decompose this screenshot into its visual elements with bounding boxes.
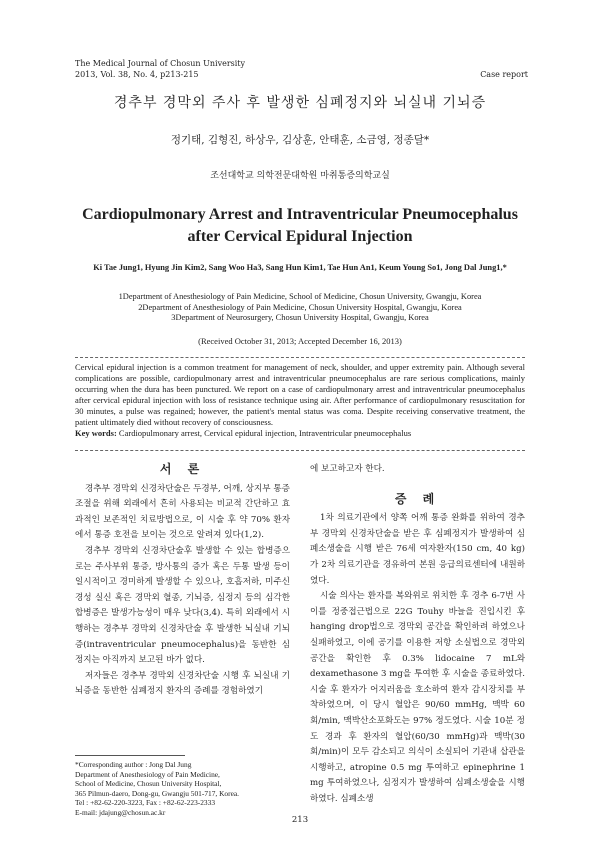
affiliation-2: 2Department of Anesthesiology of Pain Medicine, Chosun University Hospital, Gwangju, Korea (138, 302, 462, 312)
article-type: Case report (480, 70, 528, 79)
keywords-label: Key words: (75, 428, 117, 438)
affiliation-1: 1Department of Anesthesiology of Pain Medicine, School of Medicine, Chosun University, Gwangju, Korea (118, 292, 482, 301)
english-authors: Ki Tae Jung1, Hyung Jin Kim2, Sang Woo Ha3, Sang Hun Kim1, Tae Hun An1, Keum Young So1, Jong Dal Jung1,* (93, 263, 507, 272)
case-paragraph-2: 시술 의사는 환자를 복와위로 위치한 후 경추 6-7번 사이를 정중접근법으로 22G Touhy 바늘을 진입시킨 후 hanging drop법으로 경막외 공간을 확인하려 하였으나 실패하였고, 이에 공기를 이용한 저항 소실법으로 경막외 공간을 확인한 후 0.3% lidocaine 7 mL와 dexamethasone 3 mg을 투여한 후 시술을 종료하였다. 시술 후 환자가 어지러움을 호소하여 환자 감시장치를 부착하였으며, 이 당시 혈압은 90/60 mmHg, 맥박 60회/min, 맥박산소포화도는 97% 정도였다. 시술 10분 정도 경과 후 환자의 혈압(60/30 mmHg)과 맥박(30회/min)이 모두 감소되고 의식이 소실되어 기관내 삽관을 시행하고, atropine 0.5 mg 투여하고 epinephrine 1 mg 투여하였으나, 심정지가 발생하여 심폐소생술을 시행하였다. 심폐소생 (310, 591, 525, 804)
footnote-line: *Corresponding author : Jong Dal Jung (75, 760, 192, 769)
footnote-line: School of Medicine, Chosun University Hospital, (75, 779, 222, 788)
abstract-text: Cervical epidural injection is a common treatment for management of neck, shoulder, and upper extremity pain. Although several complications are possible, cardiopulmonary arrest and intraventricular pneumocephalus are rare serious complications, mainly occurring when the dura has been punctured. We report on a case of cardiopulmonary arrest and intraventricular pneumocephalus after cervical epidural injection with loss of resistance technique using air. After performance of cardiopulmonary resuscitation for 30 minutes, a pulse was regained; however, the patient's mental status was coma. Despite receiving conservative treatment, the patient ultimately died without recovery of consciousness. (75, 362, 525, 427)
korean-authors: 정기태, 김형진, 하상우, 김상훈, 안태훈, 소금영, 정종달* (170, 134, 430, 146)
english-title-line1: Cardiopulmonary Arrest and Intraventricular Pneumocephalus (82, 206, 518, 223)
page-number: 213 (291, 815, 309, 825)
abstract (75, 362, 525, 439)
intro-paragraph-3: 저자들은 경추부 경막외 신경차단술 시행 후 뇌실내 기뇌증을 동반한 심폐정지 환자의 증례를 경험하였기 (75, 670, 290, 697)
english-title (60, 204, 540, 248)
section-heading-case: 증 례 (394, 491, 441, 506)
keywords: Cardiopulmonary arrest, Cervical epidural injection, Intraventricular pneumocephalus (118, 428, 412, 438)
journal-name: The Medical Journal of Chosun University (75, 59, 246, 68)
korean-affiliation: 조선대학교 의학전문대학원 마취통증의학교실 (210, 171, 390, 181)
footnote-rule (75, 755, 185, 756)
affiliation-3: 3Department of Neurosurgery, Chosun University Hospital, Gwangju, Korea (171, 313, 429, 322)
right-column (310, 462, 525, 807)
case-paragraph-1: 1차 의료기관에서 양쪽 어깨 통증 완화를 위하여 경추부 경막외 신경차단술을 받은 후 심폐정지가 발생하여 심폐소생술을 시행 받은 76세 여자환자(150 cm, 40 kg)가 2차 의료기관을 경유하여 본원 응급의료센터에 내원하였다. (310, 513, 525, 586)
section-heading-introduction: 서 론 (159, 462, 206, 476)
intro-paragraph-1: 경추부 경막외 신경차단술은 두경부, 어깨, 상지부 통증 조절을 위해 외래에서 흔히 사용되는 비교적 간단하고 효과적인 보존적인 치료방법으로, 이 시술 후 약 70% 환자에서 통증 호전을 보이는 것으로 알려져 있다(1,2). (75, 483, 290, 541)
footnote-line: Department of Anesthesiology of Pain Medicine, (75, 769, 220, 779)
intro-paragraph-2: 경추부 경막외 신경차단술후 발생할 수 있는 합병증으로는 주사부위 통증, 방사통의 증가 혹은 두통 발생 등이 일시적이고 경미하게 발생할 수 있으나, 호흡저하, 미주신경성 실신 혹은 경막외 혈종, 기뇌증, 심정지 등의 심각한 합병증은 발생가능성이 매우 낮다(3,4). 특히 외래에서 시행하는 경추부 경막외 신경차단술 후 발생한 뇌실내 기뇌증(intraventricular pneumocephalus)을 동반한 심정지는 아직까지 보고된 바가 없다. (75, 545, 290, 666)
received-dates: (Received October 31, 2013; Accepted December 16, 2013) (198, 336, 402, 346)
footnote-line: Tel : +82-62-220-3223, Fax : +82-62-223-2333 (75, 798, 216, 807)
journal-citation: 2013, Vol. 38, No. 4, p213-215 (75, 70, 199, 79)
intro-continuation: 에 보고하고자 한다. (310, 464, 385, 474)
english-affiliations (40, 292, 560, 324)
corresponding-author-footnote (75, 760, 290, 817)
left-column (75, 462, 290, 700)
footnote-line: 365 Pilmun-daero, Dong-gu, Gwangju 501-717, Korea. (75, 788, 240, 798)
english-title-line2: after Cervical Epidural Injection (187, 228, 413, 245)
abstract-top-rule (75, 357, 525, 358)
footnote-email: E-mail: jdajung@chosun.ac.kr (75, 807, 166, 817)
abstract-bottom-rule (75, 450, 525, 451)
korean-title: 경추부 경막외 주사 후 발생한 심폐정지와 뇌실내 기뇌증 (113, 95, 487, 111)
journal-header (75, 58, 245, 80)
